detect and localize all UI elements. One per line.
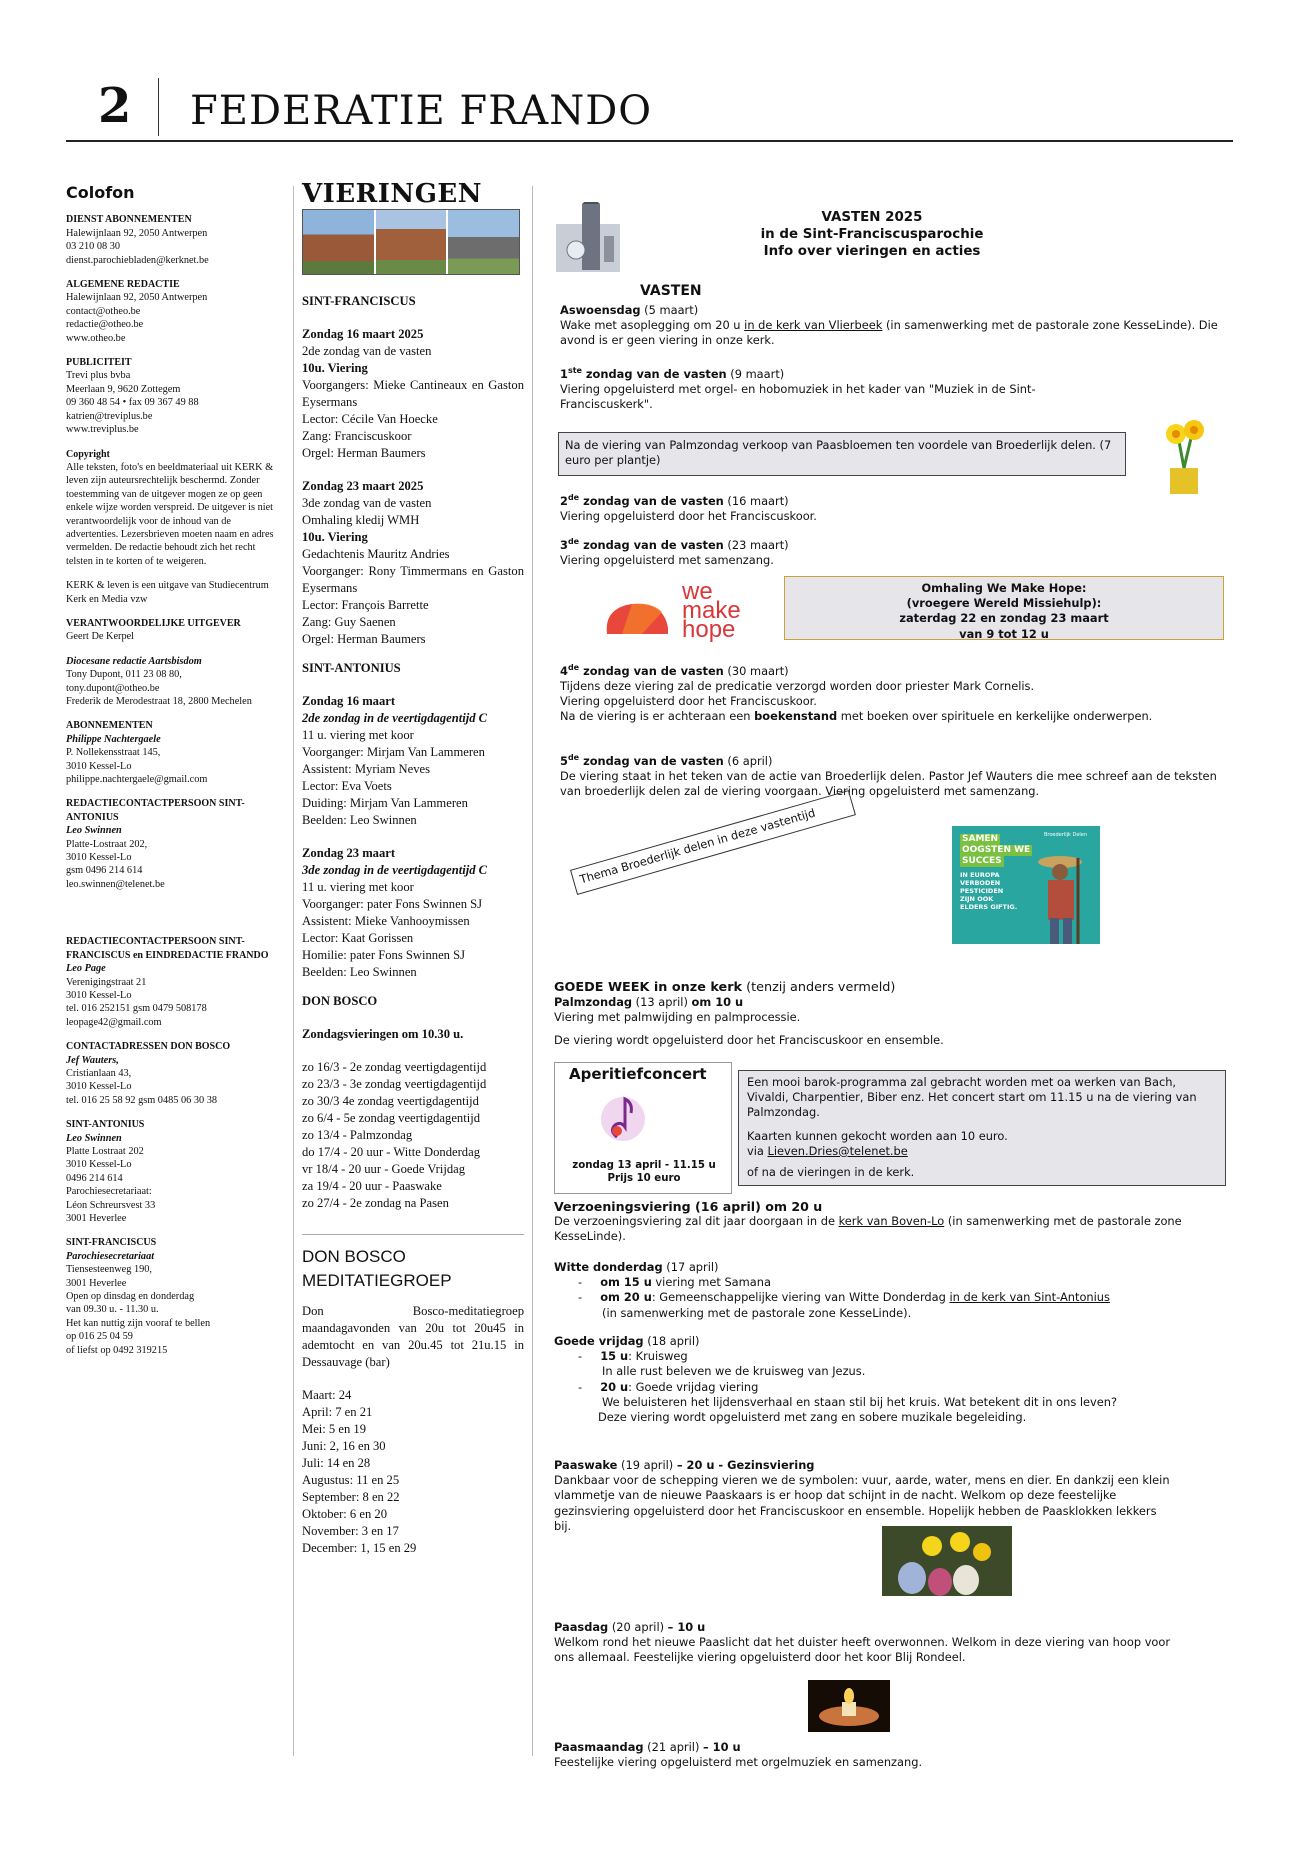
item-heading: Paaswake xyxy=(554,1458,618,1472)
we-make-hope-logo xyxy=(602,578,782,643)
item-heading: Paasmaandag xyxy=(554,1740,644,1754)
music-note-icon xyxy=(599,1093,647,1145)
paaswake-block xyxy=(554,1458,1174,1534)
vasten-subtitle: in de Sint-Franciscusparochie xyxy=(760,227,984,242)
text-line: 3de zondag van de vasten xyxy=(302,496,432,510)
text: Tijdens deze viering zal de predicatie verzorgd worden door priester Mark Cornelis. xyxy=(560,679,1035,693)
colofon-line: Halewijnlaan 92, 2050 Antwerpen xyxy=(66,292,208,304)
date: Zondag 16 maart 2025 xyxy=(302,327,424,341)
schedule-item: vr 18/4 - 20 uur - Goede Vrijdag xyxy=(302,1162,466,1176)
text: (vroegere Wereld Missiehulp): xyxy=(906,596,1102,611)
colofon-block xyxy=(66,213,284,267)
colofon-line: Het kan nuttig zijn vooraf te bellen xyxy=(66,1317,211,1329)
schedule-item: zo 30/3 4e zondag veertigdagentijd xyxy=(302,1094,479,1108)
text-line: 2de zondag in de veertigdagentijd C xyxy=(302,711,488,725)
concert-title: Aperitiefconcert xyxy=(569,1065,707,1083)
text-line: Assistent: Myriam Neves xyxy=(302,762,431,776)
concert-price: Prijs 10 euro xyxy=(607,1173,681,1184)
poster-brand: Broederlijk Delen xyxy=(1044,832,1088,838)
text: Een mooi barok-programma zal gebracht worden met oa werken van Bach, Vivaldi, Charpentier, Biber enz. Het concert start om 11.15 u na de viering van Palmzondag. xyxy=(747,1075,1197,1120)
text-line: Duiding: Mirjam Van Lammeren xyxy=(302,796,468,810)
verzoening-block xyxy=(554,1199,1224,1245)
colofon-block xyxy=(66,1236,284,1357)
meditation-dates xyxy=(302,1387,524,1557)
text: (tenzij anders vermeld) xyxy=(742,980,896,995)
item-heading: om 10 u xyxy=(691,995,744,1010)
colofon-line: contact@otheo.be xyxy=(66,305,141,317)
text: Thema Broederlijk delen in deze vastentijd xyxy=(578,805,817,887)
text-line: Orgel: Herman Baumers xyxy=(302,446,426,460)
poster-text: VERBODEN xyxy=(960,879,1001,887)
colofon-block-title: SINT-FRANCISCUS xyxy=(66,1237,157,1249)
vieringen-title: VIERINGEN xyxy=(302,179,482,209)
text-line: 3de zondag in de veertigdagentijd C xyxy=(302,863,488,877)
text: (in samenwerking met de pastorale zone KesseLinde). xyxy=(554,1214,1182,1244)
witte-donderdag-block: Witte donderdag (17 april) - om 15 u viering met Samana - om 20 u: Gemeenschappelijke viering van Witte Donderdag in de kerk van Sint-Antonius (in samenwerking met de pastorale zone KesseLinde). xyxy=(554,1260,1224,1321)
colofon-block xyxy=(66,719,284,786)
text-line: Assistent: Mieke Vanhooymissen xyxy=(302,914,470,928)
text-line: Voorgangers: Mieke Cantineaux en Gaston Eysermans xyxy=(302,378,524,409)
colofon-block-subtitle: Diocesane redactie Aartsbisdom xyxy=(66,655,202,667)
church-photo xyxy=(376,210,447,274)
colofon-line: Léon Schreursvest 33 xyxy=(66,1199,156,1211)
goede-vrijdag-block: Goede vrijdag (18 april) - 15 u: Kruisweg In alle rust beleven we de kruisweg van Jezus. - 20 u: Goede vrijdag viering We beluisteren het lijdensverhaal en staan stil bij het kruis. Wat betekent dit in ons leven? Deze viering wordt opgeluisterd met zang en sobere muzikale begeleiding. xyxy=(554,1334,1224,1425)
vasten-title: VASTEN 2025 xyxy=(821,210,923,225)
colofon-line: 03 210 08 30 xyxy=(66,241,121,253)
colofon-block xyxy=(66,655,284,709)
colofon-block xyxy=(66,356,284,436)
text: : Goede vrijdag viering xyxy=(628,1379,759,1394)
zondag-2-block: 2de zondag van de vasten (16 maart) Viering opgeluisterd door het Franciscuskoor. xyxy=(560,490,1120,524)
meditation-date: Juli: 14 en 28 xyxy=(302,1456,371,1470)
text: De viering wordt opgeluisterd door het Franciscuskoor en ensemble. xyxy=(554,1032,944,1047)
colofon-line: 3010 Kessel-Lo xyxy=(66,1159,132,1171)
colofon-block-title: VERANTWOORDELIJKE UITGEVER xyxy=(66,617,241,629)
colofon-block xyxy=(66,935,284,1029)
schedule-item: za 19/4 - 20 uur - Paaswake xyxy=(302,1179,442,1193)
date: Zondag 16 maart xyxy=(302,694,396,708)
colofon-title: Colofon xyxy=(66,183,135,202)
text: Kaarten kunnen gekocht worden aan 10 euro. xyxy=(747,1128,1008,1143)
colofon-line: leo.swinnen@telenet.be xyxy=(66,878,165,890)
we-make-hope-box xyxy=(784,576,1224,640)
text-line: 11 u. viering met koor xyxy=(302,728,414,742)
colofon-line: KERK & leven is een uitgave van Studiecentrum Kerk en Media vzw xyxy=(66,580,269,605)
text: : Gemeenschappelijke viering van Witte Donderdag xyxy=(651,1290,950,1305)
colofon-block-title: DIENST ABONNEMENTEN xyxy=(66,214,192,226)
colofon-line: P. Nollekensstraat 145, xyxy=(66,747,161,759)
colofon-line: dienst.parochiebladen@kerknet.be xyxy=(66,254,209,266)
item-heading: zondag van de vasten xyxy=(585,366,727,381)
text-line: 10u. Viering xyxy=(302,361,368,375)
schedule-item: do 17/4 - 20 uur - Witte Donderdag xyxy=(302,1145,480,1159)
colofon-block-title: ABONNEMENTEN xyxy=(66,720,153,732)
text: De verzoeningsviering zal dit jaar doorgaan in de xyxy=(554,1214,839,1229)
item-heading: – 10 u xyxy=(703,1740,741,1754)
item-heading: Palmzondag xyxy=(554,995,633,1010)
text: of na de vieringen in de kerk. xyxy=(747,1165,915,1180)
text: Viering opgeluisterd met samenzang. xyxy=(560,553,774,567)
text: Viering opgeluisterd door het Franciscuskoor. xyxy=(560,509,817,523)
text-line: MEDITATIEGROEP xyxy=(302,1271,452,1290)
poster-text: SAMEN xyxy=(962,834,999,844)
concert-info-box xyxy=(738,1070,1226,1186)
item-heading: Goede vrijdag xyxy=(554,1334,644,1348)
colofon-block-subtitle: Leo Swinnen xyxy=(66,1132,122,1144)
text-line: Voorganger: Mirjam Van Lammeren xyxy=(302,745,485,759)
colofon-line: Tony Dupont, 011 23 08 80, xyxy=(66,669,182,681)
text: Viering opgeluisterd door het Franciscuskoor. xyxy=(560,694,817,709)
colofon-block-subtitle: Leo Page xyxy=(66,963,106,975)
colofon-line: 3001 Heverlee xyxy=(66,1277,127,1289)
logo-text: make xyxy=(682,597,741,624)
colofon-block xyxy=(66,278,284,345)
church-link[interactable]: in de kerk van Sint-Antonius xyxy=(949,1290,1110,1305)
section-heading: SINT-ANTONIUS xyxy=(302,661,401,675)
item-heading: zondag van de vasten xyxy=(583,663,724,678)
colofon-block-subtitle: Parochiesecretariaat xyxy=(66,1250,155,1262)
colofon-block-title: ALGEMENE REDACTIE xyxy=(66,279,180,291)
time: 20 u xyxy=(600,1379,629,1394)
column-divider xyxy=(532,186,533,1756)
colofon-line: Verenigingstraat 21 xyxy=(66,976,147,988)
palmzondag-box xyxy=(558,432,1126,476)
section-heading: in onze kerk xyxy=(649,980,743,995)
colofon-block xyxy=(66,797,284,891)
logo-text: hope xyxy=(682,616,736,643)
text: Welkom rond het nieuwe Paaslicht dat het duister heeft overwonnen. Welkom in deze viering van hoop voor ons allemaal. Feestelijke viering opgeluisterd door het koor Blij Rondeel. xyxy=(554,1635,1171,1665)
item-date: (18 april) xyxy=(643,1334,700,1348)
date: Zondag 23 maart xyxy=(302,846,396,860)
text: van 9 tot 12 u xyxy=(959,626,1049,641)
colofon-line: Meerlaan 9, 9620 Zottegem xyxy=(66,383,181,395)
church-link[interactable]: in de kerk van Vlierbeek xyxy=(744,318,883,333)
poster-text: ZIJN OOK xyxy=(960,895,994,903)
poster-text: OOGSTEN WE xyxy=(962,845,1031,855)
item-date: (20 april) xyxy=(608,1620,668,1634)
item-heading: Paasdag xyxy=(554,1620,609,1634)
text-line: Gedachtenis Mauritz Andries xyxy=(302,547,450,561)
section-heading: GOEDE WEEK xyxy=(554,980,650,995)
text-line: Lector: Eva Voets xyxy=(302,779,392,793)
item-date: (5 maart) xyxy=(640,303,699,317)
colofon-line: of liefst op 0492 319215 xyxy=(66,1344,168,1356)
text: In alle rust beleven we de kruisweg van Jezus. xyxy=(602,1364,866,1379)
page-title: FEDERATIE FRANDO xyxy=(190,88,653,134)
text: Viering opgeluisterd met orgel- en hobomuziek in het kader van "Muziek in de Sint-Franciscuskerk". xyxy=(560,382,1036,412)
text-line: DON BOSCO xyxy=(302,1247,406,1266)
colofon-line: 3010 Kessel-Lo xyxy=(66,760,132,772)
schedule-item: zo 16/3 - 2e zondag veertigdagentijd xyxy=(302,1060,487,1074)
text: met boeken over spirituele en kerkelijke onderwerpen. xyxy=(837,709,1153,724)
paasdag-block xyxy=(554,1620,1174,1666)
meditation-title xyxy=(302,1245,524,1293)
schedule-item: zo 23/3 - 3e zondag veertigdagentijd xyxy=(302,1077,487,1091)
zondag-3-block: 3de zondag van de vasten (23 maart) Viering opgeluisterd met samenzang. xyxy=(560,534,1120,568)
colofon-block-title: REDACTIECONTACTPERSOON SINT-ANTONIUS xyxy=(66,798,245,823)
meditation-date: Mei: 5 en 19 xyxy=(302,1422,367,1436)
colofon-line: Open op dinsdag en donderdag xyxy=(66,1291,195,1303)
text-line: Voorganger: Rony Timmermans en Gaston Eysermans xyxy=(302,564,524,595)
time: om 15 u xyxy=(600,1275,652,1290)
concert-panel xyxy=(554,1062,732,1194)
text-line: Zang: Franciscuskoor xyxy=(302,429,412,443)
text: viering met Samana xyxy=(651,1275,771,1290)
text: We beluisteren het lijdensverhaal en staan stil bij het kruis. Wat betekent dit in ons leven? xyxy=(602,1394,1118,1409)
item-date: (6 april) xyxy=(723,753,773,768)
meditation-date: December: 1, 15 en 29 xyxy=(302,1541,417,1555)
broederlijk-delen-poster xyxy=(952,826,1100,944)
vasten-subtitle: Info over vieringen en acties xyxy=(763,244,981,259)
text: via xyxy=(747,1143,768,1158)
colofon-line: 3001 Heverlee xyxy=(66,1213,127,1224)
colofon-line: 09 360 48 54 • fax 09 367 49 88 xyxy=(66,397,199,409)
colofon-block xyxy=(66,579,284,606)
text: Feestelijke viering opgeluisterd met orgelmuziek en samenzang. xyxy=(554,1755,923,1770)
colofon-line: katrien@treviplus.be xyxy=(66,410,153,422)
zondag-5-block: 5de zondag van de vasten (6 april) De viering staat in het teken van de actie van Broederlijk delen. Pastor Jef Wauters die mee schreef aan de teksten van broederlijk delen zal de viering voorgaan. Viering opgeluisterd met samenzang. xyxy=(560,750,1220,799)
item-date: (19 april) xyxy=(617,1458,677,1472)
concert-when: zondag 13 april - 11.15 u xyxy=(572,1160,716,1171)
schedule-item: zo 13/4 - Palmzondag xyxy=(302,1128,413,1142)
colofon-line: www.otheo.be xyxy=(66,332,126,344)
time: om 20 u xyxy=(600,1290,652,1305)
column-divider xyxy=(293,186,294,1756)
easter-eggs-image xyxy=(882,1526,1012,1596)
email-link[interactable]: Lieven.Dries@telenet.be xyxy=(767,1143,908,1158)
text-line: 11 u. viering met koor xyxy=(302,880,414,894)
colofon-block xyxy=(66,448,284,569)
meditation-text: Don Bosco-meditatiegroep maandagavonden van 20u tot 20u45 in ademtocht en van 20u.45 tot 21u.15 in Dessauvage (bar) xyxy=(302,1304,524,1369)
item-heading: zondag van de vasten xyxy=(583,537,724,552)
text-line: Lector: Cécile Van Hoecke xyxy=(302,412,438,426)
colofon-line: 0496 214 614 xyxy=(66,1172,123,1184)
text-line: Zang: Guy Saenen xyxy=(302,615,396,629)
header-divider xyxy=(158,78,159,136)
colofon-block xyxy=(66,1040,284,1107)
item-date: (13 april) xyxy=(632,995,692,1010)
text: Omhaling We Make Hope: xyxy=(921,581,1087,595)
text: De viering staat in het teken van de actie van Broederlijk delen. Pastor Jef Wauters die mee schreef aan de teksten van broederlijk delen zal de viering voorgaan. Viering opgeluisterd met samenzang. xyxy=(560,769,1217,799)
colofon-block xyxy=(66,617,284,644)
text-line: Orgel: Herman Baumers xyxy=(302,632,426,646)
text: Deze viering wordt opgeluisterd met zang en sobere muzikale begeleiding. xyxy=(598,1410,1027,1425)
colofon-line: 3010 Kessel-Lo xyxy=(66,1081,132,1093)
text: : Kruisweg xyxy=(628,1349,688,1364)
colofon-block xyxy=(66,1118,284,1225)
item-heading: – 20 u - Gezinsviering xyxy=(676,1458,815,1472)
colofon-line: Cristianlaan 43, xyxy=(66,1067,132,1079)
colofon-line: 3010 Kessel-Lo xyxy=(66,852,132,864)
colofon-line: Halewijnlaan 92, 2050 Antwerpen xyxy=(66,227,208,239)
wmh-logo-shape xyxy=(602,598,672,638)
colofon-line: van 09.30 u. - 11.30 u. xyxy=(66,1304,159,1316)
meditation-date: November: 3 en 17 xyxy=(302,1524,399,1538)
colofon-line: Platte-Lostraat 202, xyxy=(66,838,148,850)
colofon-block-title: CONTACTADRESSEN DON BOSCO xyxy=(66,1041,231,1053)
page-number: 2 xyxy=(98,78,132,134)
colofon-line: Frederik de Merodestraat 18, 2800 Mechelen xyxy=(66,696,252,707)
church-link[interactable]: kerk van Boven-Lo xyxy=(838,1214,945,1229)
item-date: (9 maart) xyxy=(726,366,785,381)
daffodil-icon xyxy=(1148,416,1218,496)
text: Dankbaar voor de schepping vieren we de symbolen: vuur, aarde, water, mens en dier. En dankzij een klein vlammetje van de nieuwe Paaskaars is er hoop dat schijnt in de nacht. Welkom op deze feestelijke gezinsviering opgeluisterd door het Franciscuskoor en ensemble. Hopelijk hebben de Paasklokken lekkers bij. xyxy=(554,1473,1170,1533)
section-heading: DON BOSCO xyxy=(302,994,378,1008)
logo-text: we xyxy=(682,578,713,605)
church-icon xyxy=(556,202,620,272)
colofon-line: redactie@otheo.be xyxy=(66,319,144,331)
zondag-4-block: 4de zondag van de vasten (30 maart) Tijdens deze viering zal de predicatie verzorgd worden door priester Mark Cornelis. Viering opgeluisterd door het Franciscuskoor. Na de viering is er achteraan een boekenstand met boeken over spirituele en kerkelijke onderwerpen. xyxy=(560,660,1220,725)
colofon-line: Alle teksten, foto's en beeldmateriaal uit KERK & leven zijn auteursrechtelijk beschermd. Zonder toestemming van de uitgever mogen ze op geen enkele wijze worden verspreid. De uitgever is niet verantwoordelijk voor de inhoud van de advertenties. Lezersbrieven moeten naam en adres vermelden. De redactie behoudt zich het recht telsten in te korten of te weigeren. xyxy=(66,461,274,567)
colofon-block-title: PUBLICITEIT xyxy=(66,357,132,369)
zondag-1-block: 1ste zondag van de vasten (9 maart) Viering opgeluisterd met orgel- en hobomuziek in het kader van "Muziek in de Sint-Franciscuskerk". xyxy=(560,363,1120,412)
church-photo xyxy=(448,210,519,274)
text-line: Voorganger: pater Fons Swinnen SJ xyxy=(302,897,483,911)
text-line: Homilie: pater Fons Swinnen SJ xyxy=(302,948,466,962)
item-date: (23 maart) xyxy=(723,537,789,552)
meditation-date: April: 7 en 21 xyxy=(302,1405,373,1419)
colofon-line: 3010 Kessel-Lo xyxy=(66,989,132,1001)
colofon-blocks xyxy=(66,213,284,1357)
colofon-block-subtitle: Leo Swinnen xyxy=(66,825,122,837)
meditation-date: September: 8 en 22 xyxy=(302,1490,400,1504)
item-heading: zondag van de vasten xyxy=(583,493,724,508)
colofon-line: leopage42@gmail.com xyxy=(66,1016,162,1028)
colofon-block-subtitle: Philippe Nachtergaele xyxy=(66,733,161,745)
colofon-line: gsm 0496 214 614 xyxy=(66,865,143,877)
item-heading: Witte donderdag xyxy=(554,1260,663,1274)
colofon-line: philippe.nachtergaele@gmail.com xyxy=(66,774,208,786)
item-date: (17 april) xyxy=(662,1260,719,1274)
colofon-line: op 016 25 04 59 xyxy=(66,1331,133,1343)
colofon-line: tony.dupont@otheo.be xyxy=(66,682,160,694)
goede-week-block xyxy=(554,980,1224,1048)
text-line: Beelden: Leo Swinnen xyxy=(302,813,417,827)
aswoensdag-block xyxy=(560,303,1220,349)
section-heading: SINT-FRANCISCUS xyxy=(302,294,416,308)
text: (in samenwerking met de pastorale zone KesseLinde). Die avond is er geen viering in onze kerk. xyxy=(560,318,1218,348)
text: Na de viering is er achteraan een xyxy=(560,709,755,724)
schedule-item: zo 6/4 - 5e zondag veertigdagentijd xyxy=(302,1111,480,1125)
text: Viering met palmwijding en palmprocessie. xyxy=(554,1010,801,1025)
vieringen-column xyxy=(302,179,524,1557)
item-heading: Verzoeningsviering xyxy=(554,1199,691,1214)
colofon-column xyxy=(66,183,284,1368)
text-line: Zondagsvieringen om 10.30 u. xyxy=(302,1027,464,1041)
item-heading: (16 april) om 20 u xyxy=(690,1199,823,1214)
text: Na de viering van Palmzondag verkoop van Paasbloemen ten voordele van Broederlijk delen. (7 euro per plantje) xyxy=(565,438,1112,468)
text-line: Beelden: Leo Swinnen xyxy=(302,965,417,979)
candle-hands-image xyxy=(808,1680,890,1732)
time: 15 u xyxy=(600,1349,629,1364)
colofon-block-subtitle: Jef Wauters, xyxy=(66,1054,119,1066)
church-photo xyxy=(303,210,374,274)
poster-text: PESTICIDEN xyxy=(960,887,1004,895)
text: (in samenwerking met de pastorale zone KesseLinde). xyxy=(602,1305,912,1320)
colofon-line: Platte Lostraat 202 xyxy=(66,1145,144,1157)
paasmaandag-block xyxy=(554,1740,1174,1770)
farmer-figure xyxy=(1036,852,1096,944)
colofon-block-title: REDACTIECONTACTPERSOON SINT-FRANCISCUS en EINDREDACTIE FRANDO xyxy=(66,936,269,961)
thema-banner xyxy=(570,790,856,895)
item-date: (16 maart) xyxy=(723,493,789,508)
colofon-line: Parochiesecretariaat: xyxy=(66,1186,152,1198)
church-photos xyxy=(302,209,520,275)
page-header xyxy=(66,78,1233,142)
meditation-date: Augustus: 11 en 25 xyxy=(302,1473,400,1487)
section-heading: VASTEN xyxy=(640,283,702,299)
text-line: Lector: François Barrette xyxy=(302,598,429,612)
text: boekenstand xyxy=(754,709,838,724)
colofon-line: tel. 016 252151 gsm 0479 508178 xyxy=(66,1003,207,1015)
meditation-date: Maart: 24 xyxy=(302,1388,352,1402)
colofon-block-title: SINT-ANTONIUS xyxy=(66,1119,145,1131)
meditation-date: Juni: 2, 16 en 30 xyxy=(302,1439,386,1453)
colofon-line: www.treviplus.be xyxy=(66,424,139,436)
item-heading: zondag van de vasten xyxy=(583,753,724,768)
poster-text: ELDERS GIFTIG. xyxy=(960,903,1018,911)
text: Wake met asoplegging om 20 u xyxy=(560,318,745,333)
colofon-line: Tiensesteenweg 190, xyxy=(66,1264,152,1276)
colofon-line: tel. 016 25 58 92 gsm 0485 06 30 38 xyxy=(66,1094,218,1106)
item-date: (30 maart) xyxy=(723,663,789,678)
colofon-line: Trevi plus bvba xyxy=(66,370,131,382)
item-heading: Aswoensdag xyxy=(560,303,641,317)
schedule-item: zo 27/4 - 2e zondag na Pasen xyxy=(302,1196,449,1210)
text-line: Omhaling kledij WMH xyxy=(302,513,420,527)
text-line: Lector: Kaat Gorissen xyxy=(302,931,414,945)
text-line: 10u. Viering xyxy=(302,530,368,544)
meditation-date: Oktober: 6 en 20 xyxy=(302,1507,387,1521)
don-bosco-list xyxy=(302,1059,524,1212)
poster-text: SUCCES xyxy=(962,856,1002,866)
poster-text: IN EUROPA xyxy=(960,871,1000,879)
vasten-title-block xyxy=(732,209,1012,260)
item-heading: – 10 u xyxy=(667,1620,706,1634)
colofon-block-title: Copyright xyxy=(66,448,110,460)
item-date: (21 april) xyxy=(643,1740,704,1754)
text: zaterdag 22 en zondag 23 maart xyxy=(899,611,1109,626)
divider xyxy=(302,1234,524,1235)
colofon-line: Geert De Kerpel xyxy=(66,631,135,643)
date: Zondag 23 maart 2025 xyxy=(302,479,424,493)
text-line: 2de zondag van de vasten xyxy=(302,344,432,358)
